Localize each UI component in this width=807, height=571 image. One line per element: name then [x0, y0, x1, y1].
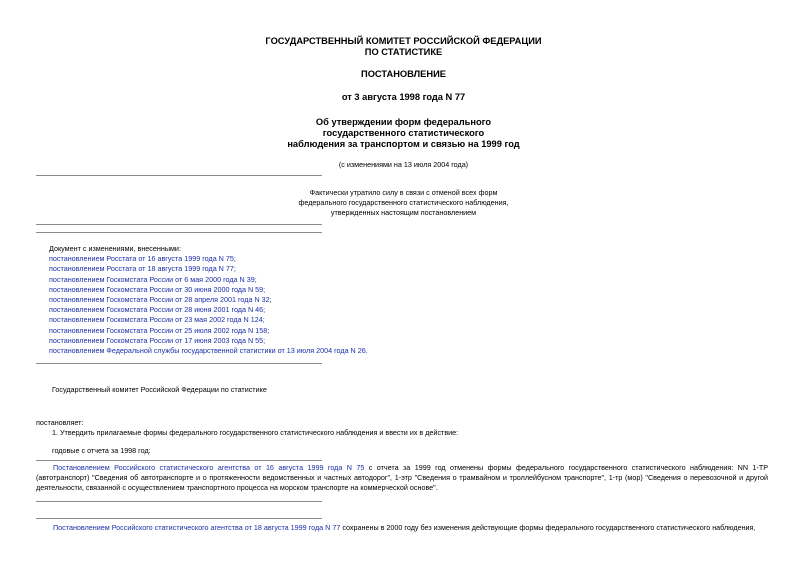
divider: [36, 232, 322, 233]
amendment-link[interactable]: постановлением Госкомстата России от 28 июня 2001 года N 46;: [49, 305, 266, 315]
repeal-note-1-text: с отчета за 1999 год отменены формы федерального государственного статистического наблюдения: NN 1-ТР (автотранспорт) "Сведения об автотранспорте и о протяженности ведомственных и частных автодорог", 1-этр "Сведения о трамвайном и троллейбусном транспорте", 1-тр (мор) "Сведения о перевозочной и другой деятельности, связанной с осуществлением транспортного процесса на морском транспорте на коммерческой основе".: [36, 463, 768, 493]
amendment-link[interactable]: постановлением Госкомстата России от 6 мая 2000 года N 39;: [49, 274, 257, 284]
org-name-line1: ГОСУДАРСТВЕННЫЙ КОМИТЕТ РОССИЙСКОЙ ФЕДЕРАЦИИ: [265, 36, 542, 46]
org-name-line2: ПО СТАТИСТИКЕ: [364, 47, 443, 57]
document-title-line3: наблюдения за транспортом и связью на 1999 год: [287, 139, 520, 149]
repeal-note-1-link[interactable]: Постановлением Российского статистического агентства от 16 августа 1999 года N 75: [53, 463, 365, 472]
amendment-link[interactable]: постановлением Госкомстата России от 23 мая 2002 года N 124;: [49, 315, 265, 325]
repeal-note-2-link[interactable]: Постановлением Российского статистического агентства от 18 августа 1999 года N 77: [53, 523, 341, 532]
amendment-date-note: (с изменениями на 13 июля 2004 года): [338, 160, 469, 169]
document-date: от 3 августа 1998 года N 77: [341, 92, 466, 102]
divider: [36, 460, 322, 461]
amendment-link[interactable]: постановлением Госкомстата России от 25 июля 2002 года N 158;: [49, 325, 270, 335]
repeal-note-2: [36, 523, 768, 533]
status-note-line3: утвержденных настоящим постановлением: [330, 208, 477, 217]
divider: [36, 363, 322, 364]
amendment-link[interactable]: постановлением Росстата от 16 августа 1999 года N 75;: [49, 254, 236, 264]
divider: [36, 501, 322, 502]
repeal-note-2-text: сохранены в 2000 году без изменения действующие формы федерального государственного статистического наблюдения,: [340, 523, 756, 532]
amendments-intro: Документ с изменениями, внесенными:: [49, 244, 181, 253]
divider: [36, 224, 322, 225]
status-note-line1: Фактически утратило силу в связи с отменой всех форм: [309, 188, 498, 197]
amendment-link[interactable]: постановлением Госкомстата России от 28 апреля 2001 года N 32;: [49, 295, 272, 305]
amendment-link[interactable]: постановлением Росстата от 18 августа 1999 года N 77;: [49, 264, 236, 274]
document-type: ПОСТАНОВЛЕНИЕ: [361, 69, 446, 79]
issuer-text: Государственный комитет Российской Федерации по статистике: [52, 385, 267, 394]
amendments-list: [49, 244, 368, 356]
resolves-text: постановляет:: [36, 418, 84, 427]
status-note-line2: федерального государственного статистического наблюдения,: [298, 198, 509, 207]
amendment-link[interactable]: постановлением Госкомстата России от 17 июня 2003 года N 55;: [49, 335, 266, 345]
divider: [36, 518, 322, 519]
divider: [36, 175, 322, 176]
repeal-note-1: [36, 463, 768, 494]
amendment-link[interactable]: постановлением Федеральной службы государственной статистики от 13 июля 2004 года N 26.: [49, 346, 368, 356]
document-title-line2: государственного статистического: [322, 128, 485, 138]
point-1-text: 1. Утвердить прилагаемые формы федерального государственного статистического наблюдения и ввести их в действие:: [52, 428, 459, 437]
amendment-link[interactable]: постановлением Госкомстата России от 30 июня 2000 года N 59;: [49, 284, 266, 294]
annual-forms-text: годовые с отчета за 1998 год:: [52, 446, 151, 455]
document-title-line1: Об утверждении форм федерального: [315, 117, 492, 127]
